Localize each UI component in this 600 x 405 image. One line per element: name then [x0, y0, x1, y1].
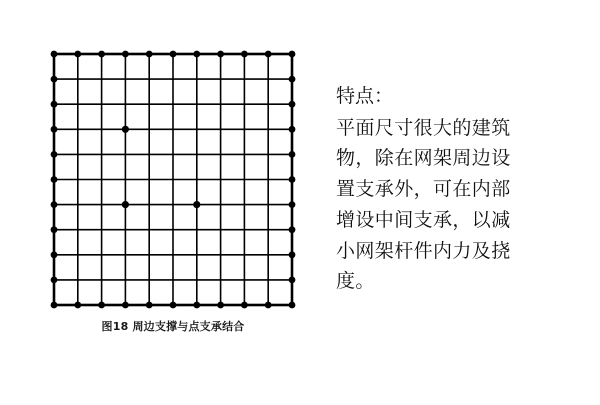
- support-node: [289, 151, 296, 158]
- support-node: [289, 176, 296, 183]
- support-node: [51, 151, 58, 158]
- notes-block: [336, 82, 576, 297]
- space-frame-grid: [48, 48, 298, 311]
- support-node: [289, 251, 296, 258]
- figure-truss-diagram: [38, 38, 308, 338]
- support-node: [98, 51, 105, 58]
- support-node: [217, 51, 224, 58]
- support-node: [98, 302, 105, 309]
- interior-support-node: [122, 201, 129, 208]
- grid-container: [48, 48, 298, 311]
- support-node: [265, 51, 272, 58]
- support-node: [146, 51, 153, 58]
- notes-line: 小网架杆件内力及挠: [336, 239, 511, 262]
- notes-title: 特点：: [336, 85, 394, 107]
- support-node: [289, 126, 296, 133]
- support-node: [289, 226, 296, 233]
- support-node: [51, 176, 58, 183]
- notes-line: 增设中间支承，以减: [336, 208, 511, 231]
- support-node: [51, 126, 58, 133]
- notes-line: 置支承外，可在内部: [336, 178, 511, 201]
- interior-support-node: [122, 126, 129, 133]
- support-node: [51, 51, 58, 58]
- notes-body: [336, 113, 576, 298]
- support-node: [122, 51, 129, 58]
- support-node: [265, 302, 272, 309]
- support-node: [289, 277, 296, 284]
- support-node: [122, 302, 129, 309]
- interior-support-node: [193, 201, 200, 208]
- support-node: [241, 51, 248, 58]
- support-node: [51, 76, 58, 83]
- notes-line: 平面尺寸很大的建筑: [336, 116, 511, 139]
- support-node: [193, 51, 200, 58]
- support-node: [289, 76, 296, 83]
- support-node: [74, 302, 81, 309]
- support-node: [170, 302, 177, 309]
- support-node: [217, 302, 224, 309]
- support-node: [51, 251, 58, 258]
- notes-line: 度。: [336, 270, 375, 293]
- figure-caption: 图18 周边支撑与点支承结合: [101, 320, 245, 333]
- support-node: [241, 302, 248, 309]
- support-node: [51, 226, 58, 233]
- support-node: [146, 302, 153, 309]
- support-node: [51, 277, 58, 284]
- support-node: [193, 302, 200, 309]
- support-node: [51, 302, 58, 309]
- notes-line: 物，除在网架周边设: [336, 147, 511, 170]
- support-node: [289, 51, 296, 58]
- support-node: [289, 302, 296, 309]
- support-node: [289, 101, 296, 108]
- support-node: [74, 51, 81, 58]
- support-node: [51, 201, 58, 208]
- support-node: [170, 51, 177, 58]
- support-node: [51, 101, 58, 108]
- support-node: [289, 201, 296, 208]
